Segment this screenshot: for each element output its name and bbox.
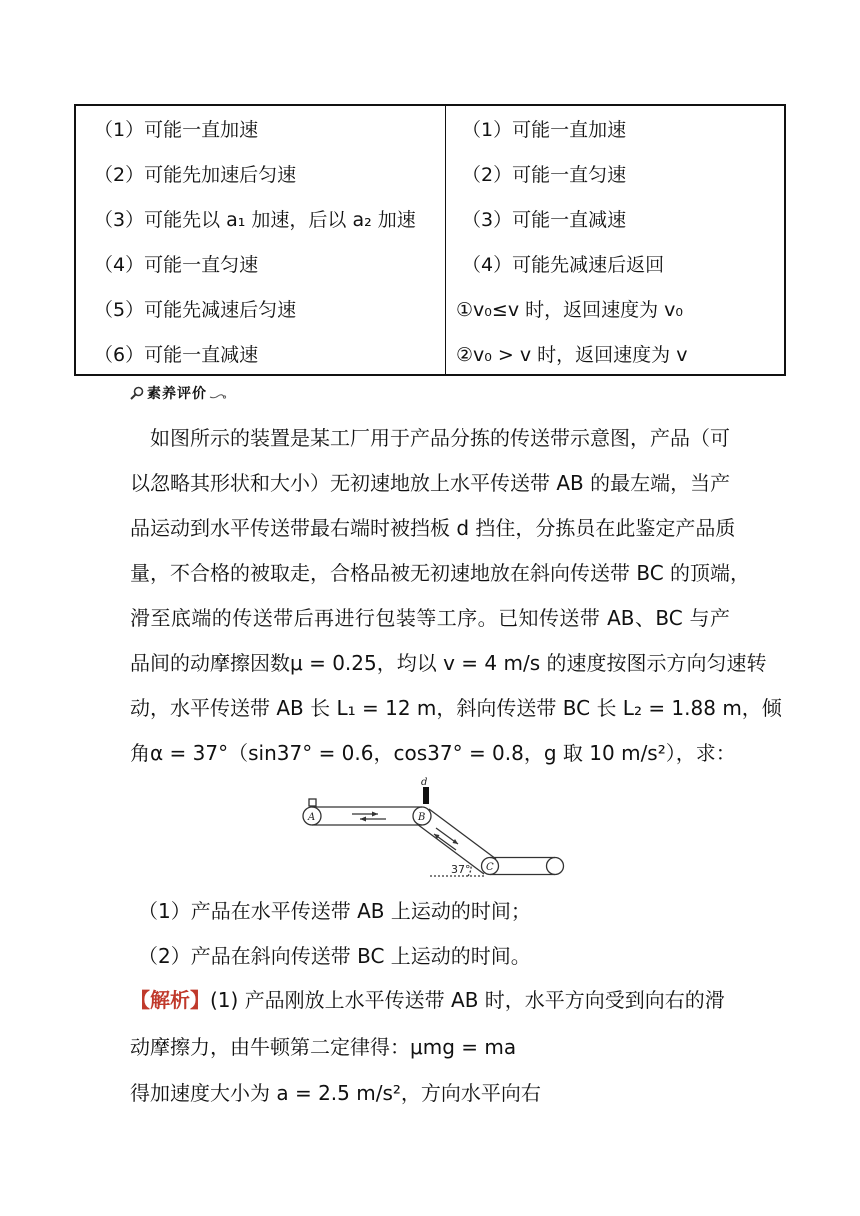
table-cell: （4）可能一直匀速 <box>94 254 259 276</box>
problem-line: 角α = 37°（sin37° = 0.6，cos37° = 0.8，g 取 10 m/s²），求： <box>130 741 736 765</box>
table-left-column <box>76 106 446 374</box>
table-cell: （3）可能先以 a₁ 加速，后以 a₂ 加速 <box>94 209 416 231</box>
conveyor-diagram <box>300 776 570 880</box>
problem-line: 品间的动摩擦因数μ = 0.25，均以 v = 4 m/s 的速度按图示方向匀速转 <box>130 651 767 675</box>
table-cell: （1）可能一直加速 <box>462 119 627 141</box>
solution-text: (1) 产品刚放上水平传送带 AB 时，水平方向受到向右的滑 <box>210 988 725 1012</box>
section-tag-label: 素养评价 <box>147 386 207 402</box>
problem-line: 量，不合格的被取走，合格品被无初速地放在斜向传送带 BC 的顶端， <box>130 561 751 585</box>
table-cell: （1）可能一直加速 <box>94 119 259 141</box>
problem-text <box>130 416 782 776</box>
product-box <box>309 799 316 806</box>
question-2: （2）产品在斜向传送带 BC 上运动的时间。 <box>138 944 531 968</box>
label-a: A <box>308 812 316 823</box>
magnifier-icon <box>130 386 144 400</box>
table-cell: （4）可能先减速后返回 <box>462 254 665 276</box>
table-cell: ①v₀≤v 时，返回速度为 v₀ <box>456 299 683 321</box>
label-angle: 37° <box>451 863 471 876</box>
table-cell: （6）可能一直减速 <box>94 344 259 366</box>
problem-line: 品运动到水平传送带最右端时被挡板 d 挡住，分拣员在此鉴定产品质 <box>130 516 736 540</box>
table-cell: （2）可能一直匀速 <box>462 164 627 186</box>
problem-line: 以忽略其形状和大小）无初速地放上水平传送带 AB 的最左端，当产 <box>130 471 731 495</box>
baffle-d <box>423 787 429 804</box>
table-cell: （2）可能先加速后匀速 <box>94 164 297 186</box>
table-cell: （5）可能先减速后匀速 <box>94 299 297 321</box>
label-d: d <box>421 777 428 788</box>
problem-line: 滑至底端的传送带后再进行包装等工序。已知传送带 AB、BC 与产 <box>130 606 730 630</box>
swirl-decoration-icon <box>209 386 227 400</box>
label-b: B <box>418 812 426 823</box>
table-cell: ②v₀ > v 时，返回速度为 v <box>456 344 688 366</box>
solution-line-3: 得加速度大小为 a = 2.5 m/s²，方向水平向右 <box>130 1081 541 1105</box>
problem-line: 如图所示的装置是某工厂用于产品分拣的传送带示意图，产品（可 <box>150 426 730 450</box>
solution-tag: 【解析】 <box>130 988 210 1012</box>
question-1: （1）产品在水平传送带 AB 上运动的时间； <box>138 899 531 923</box>
solution-line-2: 动摩擦力，由牛顿第二定律得：μmg = ma <box>130 1035 517 1059</box>
comparison-table <box>74 104 786 376</box>
problem-line: 动，水平传送带 AB 长 L₁ = 12 m，斜向传送带 BC 长 L₂ = 1.88 m，倾 <box>130 696 782 720</box>
solution-line-1 <box>130 984 730 1013</box>
table-right-column <box>446 106 784 374</box>
table-cell: （3）可能一直减速 <box>462 209 627 231</box>
section-tag <box>130 382 227 404</box>
label-c: C <box>486 862 494 873</box>
